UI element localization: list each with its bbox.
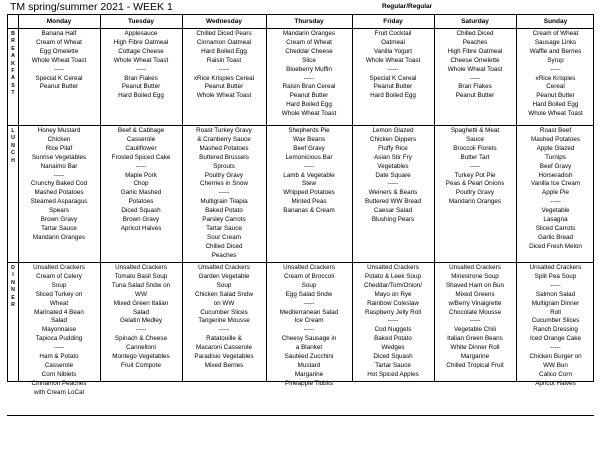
- lunch-cell-thursday: [266, 127, 352, 261]
- day-header-saturday: Saturday: [461, 18, 489, 25]
- menu-item: Mixed Green Italian: [113, 299, 169, 307]
- menu-item: Ranch Dressing: [533, 326, 578, 334]
- menu-item: Mayonnaise: [42, 326, 76, 334]
- menu-item: Slice: [302, 56, 316, 64]
- menu-separator: -----: [303, 162, 315, 170]
- menu-item: Lemon Glazed: [372, 127, 414, 134]
- day-header-friday: Friday: [383, 18, 403, 25]
- menu-item: Hard Boiled Egg: [201, 47, 247, 55]
- menu-item: Split Pea Soup: [534, 272, 577, 280]
- menu-item: Whole Wheat Toast: [365, 56, 421, 64]
- menu-item: High Fibre Oatmeal: [113, 38, 169, 46]
- menu-item: Hot Spiced Apples: [367, 370, 419, 378]
- menu-item: Buttered Brussels: [199, 153, 249, 161]
- menu-item: Corn Niblets: [41, 370, 77, 378]
- menu-item: Lemonicious Bar: [285, 153, 333, 161]
- dinner-label: [8, 265, 18, 309]
- menu-item: Garden Vegetable: [198, 272, 250, 280]
- menu-item: Cereal: [546, 83, 565, 91]
- lunch-label-letter: C: [11, 150, 15, 157]
- menu-table: [7, 14, 594, 396]
- menu-item: Wheat: [49, 299, 69, 307]
- menu-item: Shepherds Pie: [288, 127, 330, 134]
- menu-item: Cucumber Slices: [200, 308, 248, 316]
- menu-item: Cream of Celery: [36, 272, 82, 280]
- menu-separator: -----: [550, 198, 561, 206]
- menu-item: Raisin Toast: [206, 56, 242, 64]
- menu-item: Whole Wheat Toast: [281, 110, 337, 118]
- menu-item: Vegetable Chili: [453, 326, 496, 334]
- menu-item: Chicken: [47, 135, 71, 143]
- breakfast-label-letter: K: [11, 60, 15, 67]
- footer-divider: [7, 415, 594, 416]
- lunch-label: [8, 128, 18, 165]
- menu-separator: -----: [387, 65, 399, 73]
- menu-item: Chicken Salad Sndw: [194, 290, 254, 298]
- menu-item: Margarine: [460, 353, 490, 361]
- breakfast-label-letter: E: [11, 45, 15, 52]
- dinner-cell-sunday: [516, 264, 595, 387]
- menu-item: Salad: [50, 317, 68, 325]
- menu-item: Raspberry Jelly Roll: [365, 308, 421, 316]
- menu-item: Tartar Sauce: [206, 224, 242, 232]
- menu-item: Whole Wheat Toast: [447, 65, 503, 73]
- breakfast-label-letter: A: [11, 53, 15, 60]
- menu-item: with Cream LoCal: [33, 388, 85, 396]
- menu-item: Apricot Halves: [120, 224, 162, 232]
- menu-separator: -----: [303, 326, 315, 334]
- breakfast-label-letter: F: [11, 68, 15, 75]
- menu-item: Chilled Diced Pears: [196, 30, 252, 37]
- menu-item: Asian Stir Fry: [374, 153, 412, 161]
- day-header-row: [8, 15, 593, 29]
- menu-item: Peaches: [462, 38, 488, 46]
- menu-item: Bran Flakes: [458, 83, 492, 91]
- menu-item: Salad: [132, 308, 150, 316]
- menu-item: Poultry Gravy: [455, 189, 495, 197]
- menu-item: Cheddar/Tom/Onion/: [363, 281, 423, 289]
- menu-item: Vanilla Yogurt: [373, 47, 413, 55]
- menu-item: Vegetable: [541, 207, 570, 215]
- menu-item: Unsalted Crackers: [449, 264, 501, 271]
- menu-subtitle: Regular/Regular: [382, 3, 433, 10]
- menu-item: Rice Pilaf: [45, 144, 73, 152]
- menu-item: Cheesy Sausage in: [281, 335, 337, 343]
- menu-item: Hard Boiled Egg: [370, 92, 416, 100]
- menu-item: Apple Glazed: [536, 144, 575, 152]
- dinner-cell-friday: [352, 264, 434, 382]
- dinner-cell-tuesday: [100, 264, 182, 382]
- menu-item: Cheese Omelette: [450, 56, 500, 64]
- menu-item: a Blanket: [295, 344, 323, 352]
- dinner-cell-thursday: [266, 264, 352, 387]
- menu-item: Whole Wheat Toast: [113, 56, 169, 64]
- menu-item: Mandarin Oranges: [32, 233, 86, 241]
- menu-item: Gelatin Medley: [120, 317, 162, 325]
- menu-item: Chicken Dippers: [369, 135, 417, 143]
- menu-item: Unsalted Crackers: [33, 264, 85, 271]
- menu-item: Brown Gravy: [122, 216, 160, 224]
- menu-item: Ice Cream: [294, 317, 324, 325]
- menu-item: Caesar Salad: [373, 207, 413, 215]
- menu-item: Applesauce: [124, 30, 158, 37]
- menu-item: Mustard: [297, 361, 321, 369]
- menu-item: Vanilla Ice Cream: [530, 180, 581, 188]
- menu-item: Date Square: [375, 171, 411, 179]
- menu-item: Casserole: [126, 135, 156, 143]
- menu-item: Roast Beef: [539, 127, 572, 134]
- menu-item: Special K Cereal: [369, 74, 417, 82]
- menu-item: Mashed Potatoes: [199, 144, 249, 152]
- menu-item: Mixed Berries: [204, 361, 244, 369]
- menu-item: Cinnamon Peaches: [31, 379, 87, 387]
- menu-item: Blueberry Muffin: [286, 65, 332, 73]
- menu-item: Apricot Halves: [535, 379, 576, 387]
- menu-item: Tartar Sauce: [41, 224, 77, 232]
- menu-item: Chocolate Mousse: [448, 308, 502, 316]
- menu-item: Turkey Pot Pie: [454, 171, 496, 179]
- menu-item: Raisin Bran Cereal: [282, 83, 336, 91]
- dinner-label-letter: D: [11, 265, 15, 271]
- menu-item: Paradisio Vegetables: [194, 353, 254, 361]
- menu-item: Ham & Potato: [39, 353, 79, 361]
- menu-item: Parsley Carrots: [202, 216, 246, 224]
- menu-item: Spears: [49, 207, 69, 215]
- menu-item: Peanut Butter: [373, 83, 413, 91]
- menu-item: Whole Wheat Toast: [31, 56, 87, 64]
- menu-item: Minted Peas: [291, 198, 327, 206]
- day-header-monday: Monday: [46, 18, 72, 25]
- menu-item: Mandarin Oranges: [282, 30, 336, 37]
- menu-item: Steamed Asparagus: [30, 198, 88, 206]
- breakfast-cell-wednesday: [182, 30, 266, 124]
- menu-item: Diced Squash: [121, 207, 161, 215]
- menu-separator: -----: [387, 317, 399, 325]
- menu-item: Egg Omelette: [39, 47, 79, 55]
- menu-item: xRice Krispies: [535, 74, 576, 82]
- menu-item: Fluffy Rice: [378, 144, 408, 152]
- menu-separator: -----: [53, 344, 65, 352]
- menu-item: Stew: [302, 180, 316, 188]
- menu-item: Peanut Butter: [121, 83, 161, 91]
- menu-item: Garlic Mashed: [120, 189, 162, 197]
- menu-item: Poultry Gravy: [204, 171, 244, 179]
- breakfast-label-letter: A: [11, 75, 15, 82]
- menu-item: Spaghetti & Meat: [450, 127, 500, 134]
- menu-item: Cream of Wheat: [286, 38, 332, 46]
- menu-item: Beef Gravy: [293, 144, 325, 152]
- menu-item: Iced Orange Cake: [529, 335, 582, 343]
- dinner-label-letter: N: [11, 279, 15, 286]
- menu-item: Unsalted Crackers: [529, 264, 582, 271]
- menu-item: Mayo on Rye: [374, 290, 412, 298]
- day-header-thursday: Thursday: [294, 18, 324, 25]
- menu-item: Pineapple Tidbits: [285, 379, 333, 387]
- menu-item: Wax Beans: [293, 135, 325, 143]
- menu-item: Cucumber Slices: [531, 317, 580, 325]
- menu-item: Diced Fresh Melon: [529, 242, 582, 250]
- menu-item: Roast Turkey Gravy: [196, 127, 252, 134]
- menu-item: High Fibre Oatmeal: [447, 47, 503, 55]
- menu-item: Peanut Butter: [39, 83, 79, 91]
- menu-separator: -----: [218, 189, 230, 197]
- dinner-label-letter: N: [11, 287, 15, 294]
- menu-item: Turnips: [545, 153, 566, 161]
- lunch-cell-monday: [18, 127, 100, 261]
- menu-item: Buttered WW Bread: [365, 198, 421, 206]
- menu-item: Nanaimo Bar: [40, 162, 78, 170]
- menu-separator: -----: [135, 65, 147, 73]
- menu-item: Cream of Wheat: [532, 30, 579, 37]
- menu-item: xRice Krispies Cereal: [193, 74, 255, 82]
- menu-item: Crunchy Baked Cod: [30, 180, 88, 188]
- menu-item: Tuna Salad Sndw on: [111, 281, 171, 289]
- menu-item: Potatoes: [128, 198, 154, 206]
- menu-item: Shaved Ham on Bun: [445, 281, 505, 289]
- lunch-label-letter: H: [11, 157, 15, 164]
- row-divider: [8, 125, 593, 126]
- menu-item: Italian Green Beans: [447, 335, 503, 343]
- menu-item: Hard Boiled Egg: [286, 101, 332, 109]
- menu-item: Soup: [51, 281, 67, 289]
- dinner-label-letter: I: [12, 272, 14, 279]
- menu-item: Ratatouille &: [206, 335, 242, 343]
- menu-item: Peas & Pearl Onions: [445, 180, 505, 188]
- day-header-sunday: Sunday: [543, 18, 568, 25]
- menu-item: Tomato Basil Soup: [114, 272, 168, 280]
- menu-item: Peanut Butter: [455, 92, 495, 100]
- menu-item: Mixed Greens: [455, 290, 495, 298]
- menu-item: Bran Flakes: [124, 74, 158, 82]
- menu-separator: -----: [469, 74, 481, 82]
- menu-item: Lamb & Vegetable: [283, 171, 335, 179]
- menu-item: Minestrone Soup: [451, 272, 499, 280]
- lunch-label-letter: L: [11, 128, 15, 134]
- dinner-cell-monday: [18, 264, 100, 396]
- menu-separator: -----: [550, 344, 561, 352]
- menu-item: Syrup: [547, 56, 564, 64]
- dinner-cell-saturday: [434, 264, 516, 382]
- menu-item: Soup: [216, 281, 232, 289]
- menu-item: Multigrain Dinner: [531, 299, 580, 307]
- menu-item: Cottage Cheese: [118, 47, 164, 55]
- breakfast-cell-tuesday: [100, 30, 182, 124]
- breakfast-label-letter: T: [11, 90, 15, 97]
- menu-item: Egg Salad Sndw: [285, 290, 333, 298]
- menu-item: Potato & Leek Soup: [364, 272, 421, 280]
- menu-item: Mandarin Oranges: [448, 198, 502, 206]
- menu-item: Tartar Sauce: [375, 361, 411, 369]
- menu-item: Macaroni Casserole: [196, 344, 252, 352]
- breakfast-cell-monday: [18, 30, 100, 124]
- menu-item: Wedges: [381, 344, 405, 352]
- menu-item: Oatmeal: [381, 38, 405, 46]
- menu-separator: -----: [550, 65, 561, 73]
- menu-item: Broccoli Florets: [453, 144, 497, 152]
- menu-item: Cheddar Cheese: [285, 47, 333, 55]
- menu-item: Salmon Salad: [535, 290, 576, 298]
- dinner-label-letter: E: [11, 294, 15, 301]
- menu-item: Honey Mustard: [37, 127, 81, 134]
- breakfast-cell-friday: [352, 30, 434, 124]
- menu-item: Horseradish: [538, 171, 573, 179]
- dinner-cell-wednesday: [182, 264, 266, 382]
- menu-item: Sprouts: [213, 162, 235, 170]
- lunch-label-letter: N: [11, 142, 15, 149]
- breakfast-label-letter: R: [11, 38, 15, 45]
- lunch-cell-saturday: [434, 127, 516, 261]
- menu-item: Whipped Potatoes: [283, 189, 335, 197]
- menu-item: Chilled Tropical Fruit: [446, 361, 504, 369]
- menu-item: Blushing Pears: [371, 216, 415, 224]
- menu-item: Beef & Cabbage: [117, 127, 165, 134]
- menu-separator: -----: [469, 317, 481, 325]
- menu-item: Vegetables: [377, 162, 409, 170]
- menu-item: w/Berry Vinaigrette: [448, 299, 502, 307]
- menu-separator: -----: [135, 162, 147, 170]
- menu-item: Waffle and Berries: [529, 47, 582, 55]
- lunch-cell-tuesday: [100, 127, 182, 261]
- breakfast-label-letter: B: [11, 31, 15, 37]
- menu-item: Sunrise Vegetables: [31, 153, 87, 161]
- menu-item: Montego Vegetables: [112, 353, 170, 361]
- menu-separator: -----: [135, 326, 147, 334]
- menu-item: Weiners & Beans: [368, 189, 418, 197]
- menu-item: Chilled Diced: [456, 30, 494, 37]
- menu-item: WW Bun: [543, 361, 568, 369]
- menu-item: Baked Potato: [205, 207, 243, 215]
- menu-item: Cream of Wheat: [36, 38, 82, 46]
- menu-item: Unsalted Crackers: [367, 264, 419, 271]
- menu-item: Calico Corn: [539, 370, 572, 378]
- menu-item: Rainbow Coleslaw: [367, 299, 419, 307]
- breakfast-cell-thursday: [266, 30, 352, 124]
- breakfast-label-letter: S: [11, 82, 15, 89]
- menu-item: Unsalted Crackers: [115, 264, 167, 271]
- menu-item: Baked Potato: [374, 335, 412, 343]
- menu-item: Banana Half: [41, 30, 77, 37]
- menu-item: Peaches: [211, 251, 237, 259]
- menu-item: WW: [135, 290, 147, 298]
- menu-item: Margarine: [294, 370, 324, 378]
- menu-item: Marinated 4 Bean: [34, 308, 84, 316]
- menu-item: Whole Wheat Toast: [528, 110, 583, 118]
- menu-item: Cherries in Snow: [200, 180, 248, 188]
- breakfast-label: [8, 31, 18, 98]
- lunch-label-letter: U: [11, 135, 15, 142]
- menu-item: Special K Cereal: [35, 74, 83, 82]
- menu-item: Cream of Broccoli: [283, 272, 335, 280]
- menu-item: Cinnamon Oatmeal: [196, 38, 252, 46]
- menu-item: Whole Wheat Toast: [196, 92, 252, 100]
- row-divider: [8, 262, 593, 263]
- menu-item: Tangerine Mousse: [198, 317, 250, 325]
- menu-item: Cannelloni: [126, 344, 156, 352]
- menu-item: White Dinner Roll: [450, 344, 500, 352]
- menu-item: on WW: [213, 299, 235, 307]
- menu-item: Peanut Butter: [289, 92, 329, 100]
- menu-item: Unsalted Crackers: [283, 264, 335, 271]
- menu-item: Fruit Cocktail: [374, 30, 412, 37]
- menu-item: Mediterranean Salad: [279, 308, 339, 316]
- menu-separator: -----: [387, 180, 399, 188]
- menu-item: Beef Gravy: [539, 162, 572, 170]
- breakfast-cell-saturday: [434, 30, 516, 124]
- lunch-cell-sunday: [516, 127, 595, 261]
- menu-separator: -----: [303, 299, 315, 307]
- menu-title: TM spring/summer 2021 - WEEK 1: [10, 1, 173, 13]
- day-header-wednesday: Wednesday: [205, 18, 242, 25]
- menu-item: Cod Nuggets: [374, 326, 412, 334]
- menu-item: Sausage Links: [534, 38, 577, 46]
- menu-item: Hard Boiled Egg: [532, 101, 579, 109]
- menu-item: Butter Tart: [460, 153, 490, 161]
- menu-item: Mashed Potatoes: [34, 189, 84, 197]
- menu-item: Mashed Potatoes: [530, 135, 580, 143]
- dinner-label-letter: R: [11, 302, 15, 309]
- menu-item: Sliced Carrots: [535, 224, 576, 232]
- menu-item: Tapioca Pudding: [35, 335, 83, 343]
- menu-item: Peanut Butter: [536, 92, 575, 100]
- menu-separator: -----: [218, 326, 230, 334]
- menu-item: Brown Gravy: [40, 216, 78, 224]
- menu-separator: -----: [218, 65, 230, 73]
- menu-separator: -----: [53, 171, 65, 179]
- menu-separator: -----: [550, 281, 561, 289]
- menu-item: & Cranberry Sauce: [197, 135, 251, 143]
- menu-item: Spinach & Cheese: [114, 335, 168, 343]
- menu-item: Casserole: [44, 361, 74, 369]
- menu-separator: -----: [53, 65, 65, 73]
- menu-item: Chicken Burger on: [529, 353, 582, 361]
- menu-item: Bananas & Cream: [283, 207, 335, 215]
- menu-separator: -----: [303, 74, 315, 82]
- breakfast-cell-sunday: [516, 30, 595, 124]
- menu-item: Multigrain Tilapia: [200, 198, 248, 206]
- menu-item: Roll: [550, 308, 561, 316]
- day-header-tuesday: Tuesday: [128, 18, 154, 25]
- menu-item: Maple Pork: [125, 171, 157, 179]
- menu-item: Sautéed Zucchini: [284, 353, 334, 361]
- menu-separator: -----: [469, 162, 481, 170]
- menu-item: Peanut Butter: [204, 83, 244, 91]
- menu-item: Sour Cream: [207, 233, 241, 241]
- menu-item: Chilled Diced: [205, 242, 243, 250]
- lunch-cell-friday: [352, 127, 434, 261]
- menu-item: Diced Squash: [373, 353, 413, 361]
- menu-item: Garlic Bread: [538, 233, 573, 241]
- menu-item: Chop: [133, 180, 149, 188]
- menu-item: Sliced Turkey on: [35, 290, 83, 298]
- menu-item: Cauliflower: [125, 144, 157, 152]
- menu-item: Lasagna: [543, 216, 568, 224]
- menu-item: Sauce: [466, 135, 484, 143]
- menu-item: Apple Pie: [542, 189, 569, 197]
- menu-item: Soup: [301, 281, 317, 289]
- menu-item: Hard Boiled Egg: [118, 92, 164, 100]
- lunch-cell-wednesday: [182, 127, 266, 261]
- menu-item: Fruit Compote: [121, 361, 161, 369]
- menu-item: Frosted Spiced Cake: [111, 153, 171, 161]
- menu-item: Unsalted Crackers: [198, 264, 250, 271]
